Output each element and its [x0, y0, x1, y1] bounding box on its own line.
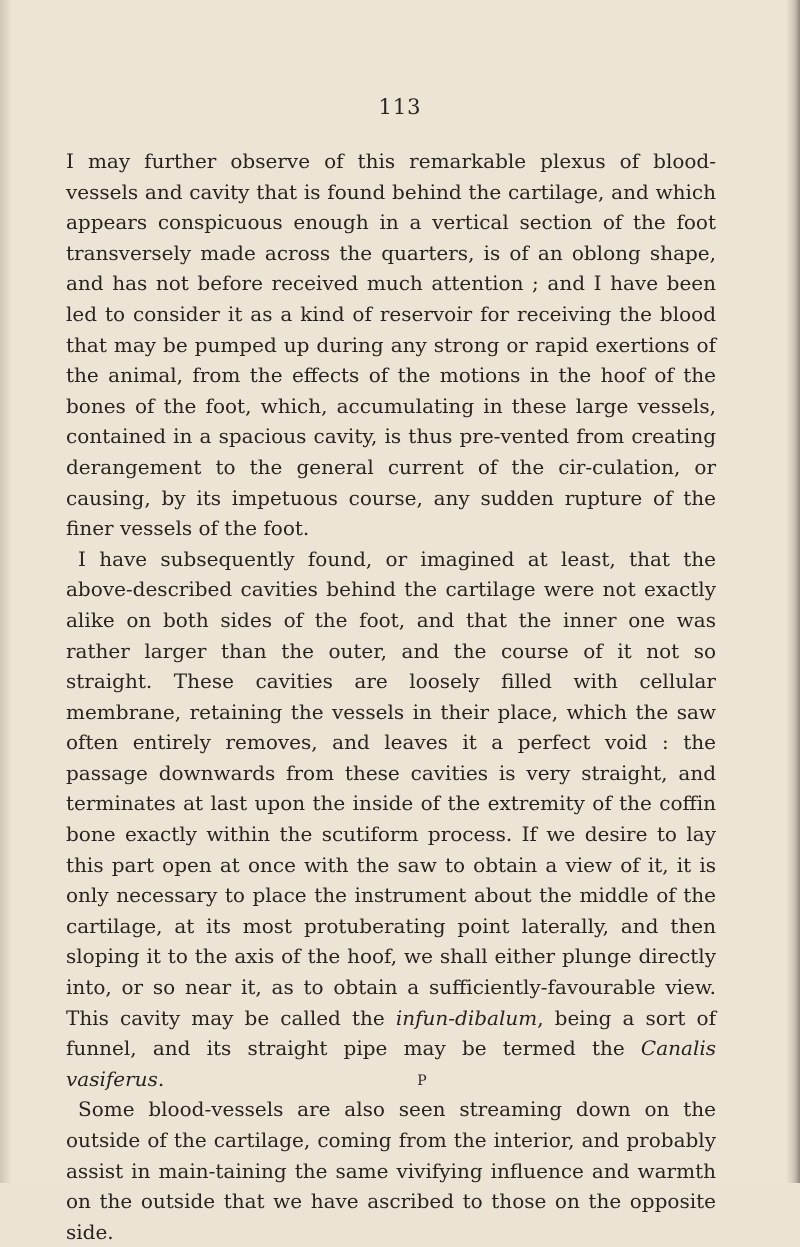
text-segment: , being a sort of funnel, and its straight pipe may be termed the	[66, 1005, 716, 1061]
paragraph-3	[66, 1094, 716, 1247]
term-infundibalum: infun-dibalum	[395, 1005, 538, 1030]
page-number: 113	[378, 95, 422, 119]
text-segment: I have subsequently found, or imagined at least, that the above-described cavities behind the cartilage were not exactly alike on both sides of the foot, and that the inner one was rather larger than the outer, and the course of it not so straight. These cavities are loosely filled with cellular membrane, retaining the vessels in their place, which the saw often entirely removes, and leaves it a perfect void : the passage downwards from these cavities is very straight, and terminates at last upon the inside of the extremity of the coffin bone exactly within the scutiform process. If we desire to lay this part open at once with the saw to obtain a view of it, it is only necessary to place the instrument about the middle of the cartilage, at its most protuberating point laterally, and then sloping it to the axis of the hoof, we shall either plunge directly into, or so near it, as to obtain a sufficiently-favourable view. This cavity may be called the	[66, 546, 716, 1030]
page-edge-shadow	[786, 0, 800, 1183]
paragraph-2	[66, 544, 716, 1095]
signature-mark: P	[417, 1073, 427, 1089]
text-segment: .	[157, 1066, 165, 1091]
text-segment: I may further observe of this remarkable plexus of blood-vessels and cavity that is found behind the cartilage, and which appears conspicuous enough in a vertical section of the foot transversely made across the quarters, is of an oblong shape, and has not before received much attention ; and I have been led to consider it as a kind of reservoir for receiving the blood that may be pumped up during any strong or rapid exertions of the animal, from the effects of the motions in the hoof of the bones of the foot, which, accumulating in these large vessels, contained in a spacious cavity, is thus pre-vented from creating derangement to the general current of the cir-culation, or causing, by its impetuous course, any sudden rupture of the finer vessels of the foot.	[66, 149, 716, 541]
page-gutter-shade	[0, 0, 12, 1183]
text-segment: Some blood-vessels are also seen streaming down on the outside of the cartilage, coming from the interior, and probably assist in main-taining the same vivifying influence and warmth on the outside that we have ascribed to those on the opposite side.	[66, 1097, 716, 1244]
paragraph-1	[66, 146, 716, 544]
term-canalis-vasiferus: Canalis vasiferus	[66, 1036, 716, 1091]
